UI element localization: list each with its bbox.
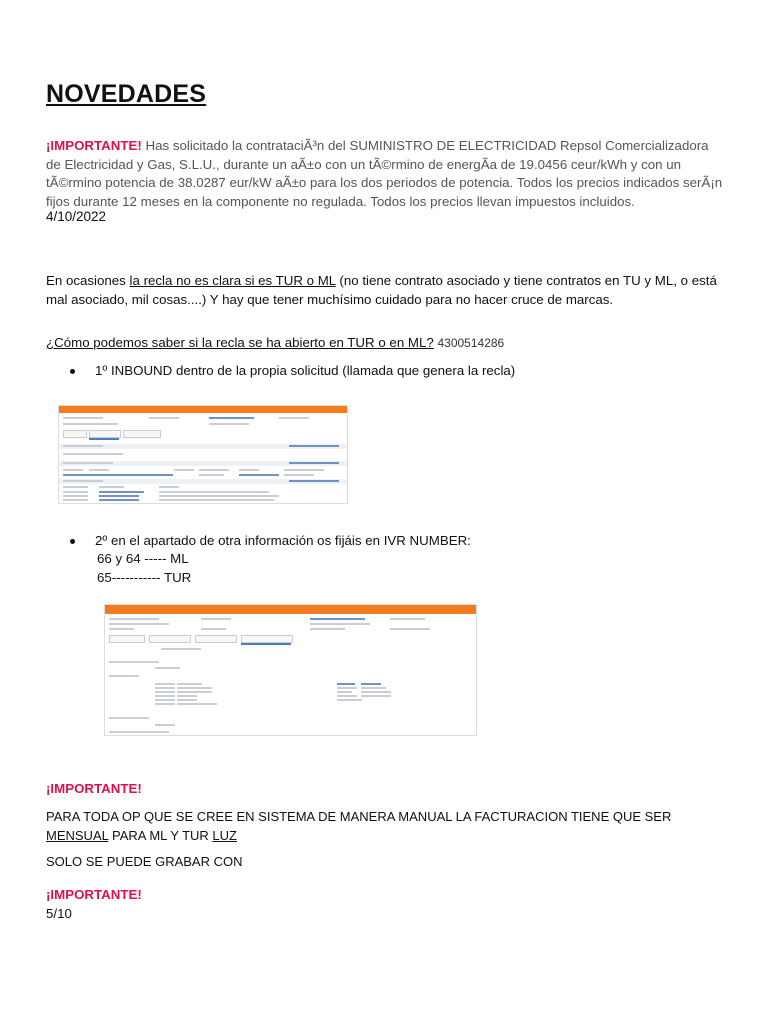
important-label-3: ¡IMPORTANTE! bbox=[46, 887, 142, 902]
important-label-2: ¡IMPORTANTE! bbox=[46, 781, 142, 796]
app-header-bar bbox=[59, 406, 347, 413]
billing-rule-paragraph bbox=[46, 807, 726, 845]
recla-paragraph bbox=[46, 272, 736, 309]
billing-luz: LUZ bbox=[212, 828, 237, 843]
billing-mensual: MENSUAL bbox=[46, 828, 109, 843]
important-paragraph bbox=[46, 137, 726, 211]
page-title: NOVEDADES bbox=[46, 80, 207, 108]
contract-text: Has solicitado la contrataciÃ³n del SUMINISTRO DE ELECTRICIDAD Repsol Comercializadora de Electricidad y Gas, S.L.U., durante un aÃ±o con un tÃ©rmino de energÃa de 19.0456 ceur/kWh y con un tÃ©rmino potencia de 38.0287 eur/kW aÃ±o para los dos periodos de potencia. Todos los precios indicados serÃ¡n fijos durante 12 meses en la componente no regulada. Todos los precios llevan impuestos incluidos. bbox=[46, 138, 723, 209]
billing-rule-start: PARA TODA OP QUE SE CREE EN SISTEMA DE MANERA MANUAL LA FACTURACION TIENE QUE SER bbox=[46, 809, 672, 824]
app-header-bar-2 bbox=[105, 605, 476, 614]
recla-text-start: En ocasiones bbox=[46, 273, 130, 288]
ivr-tur-line: 65----------- TUR bbox=[97, 570, 192, 585]
question-text: ¿Cómo podemos saber si la recla se ha abierto en TUR o en ML? bbox=[46, 335, 434, 350]
inbound-screenshot bbox=[58, 405, 348, 504]
date-label: 4/10/2022 bbox=[46, 209, 107, 224]
ivr-screenshot bbox=[104, 604, 477, 736]
bullet-dot-2 bbox=[70, 539, 75, 544]
solo-line: SOLO SE PUEDE GRABAR CON bbox=[46, 854, 243, 869]
ivr-ml-line: 66 y 64 ----- ML bbox=[97, 551, 189, 566]
date-label-2: 5/10 bbox=[46, 906, 72, 921]
recla-text-rest: (no tiene contrato asociado y tiene contratos en TU y ML, o está mal asociado, mil cosas....) Y hay que tener muchísimo cuidado para no hacer cruce de marcas. bbox=[46, 273, 717, 307]
bullet-dot-1 bbox=[70, 369, 75, 374]
question-line bbox=[46, 335, 504, 350]
question-number: 4300514286 bbox=[437, 336, 505, 350]
recla-underlined-text: la recla no es clara si es TUR o ML bbox=[129, 273, 336, 288]
bullet-2-text: 2º en el apartado de otra información os fijáis en IVR NUMBER: bbox=[95, 533, 471, 548]
important-label: ¡IMPORTANTE! bbox=[46, 138, 142, 153]
bullet-1-text: 1º INBOUND dentro de la propia solicitud (llamada que genera la recla) bbox=[95, 363, 516, 378]
billing-rule-mid: PARA ML Y TUR bbox=[108, 828, 213, 843]
